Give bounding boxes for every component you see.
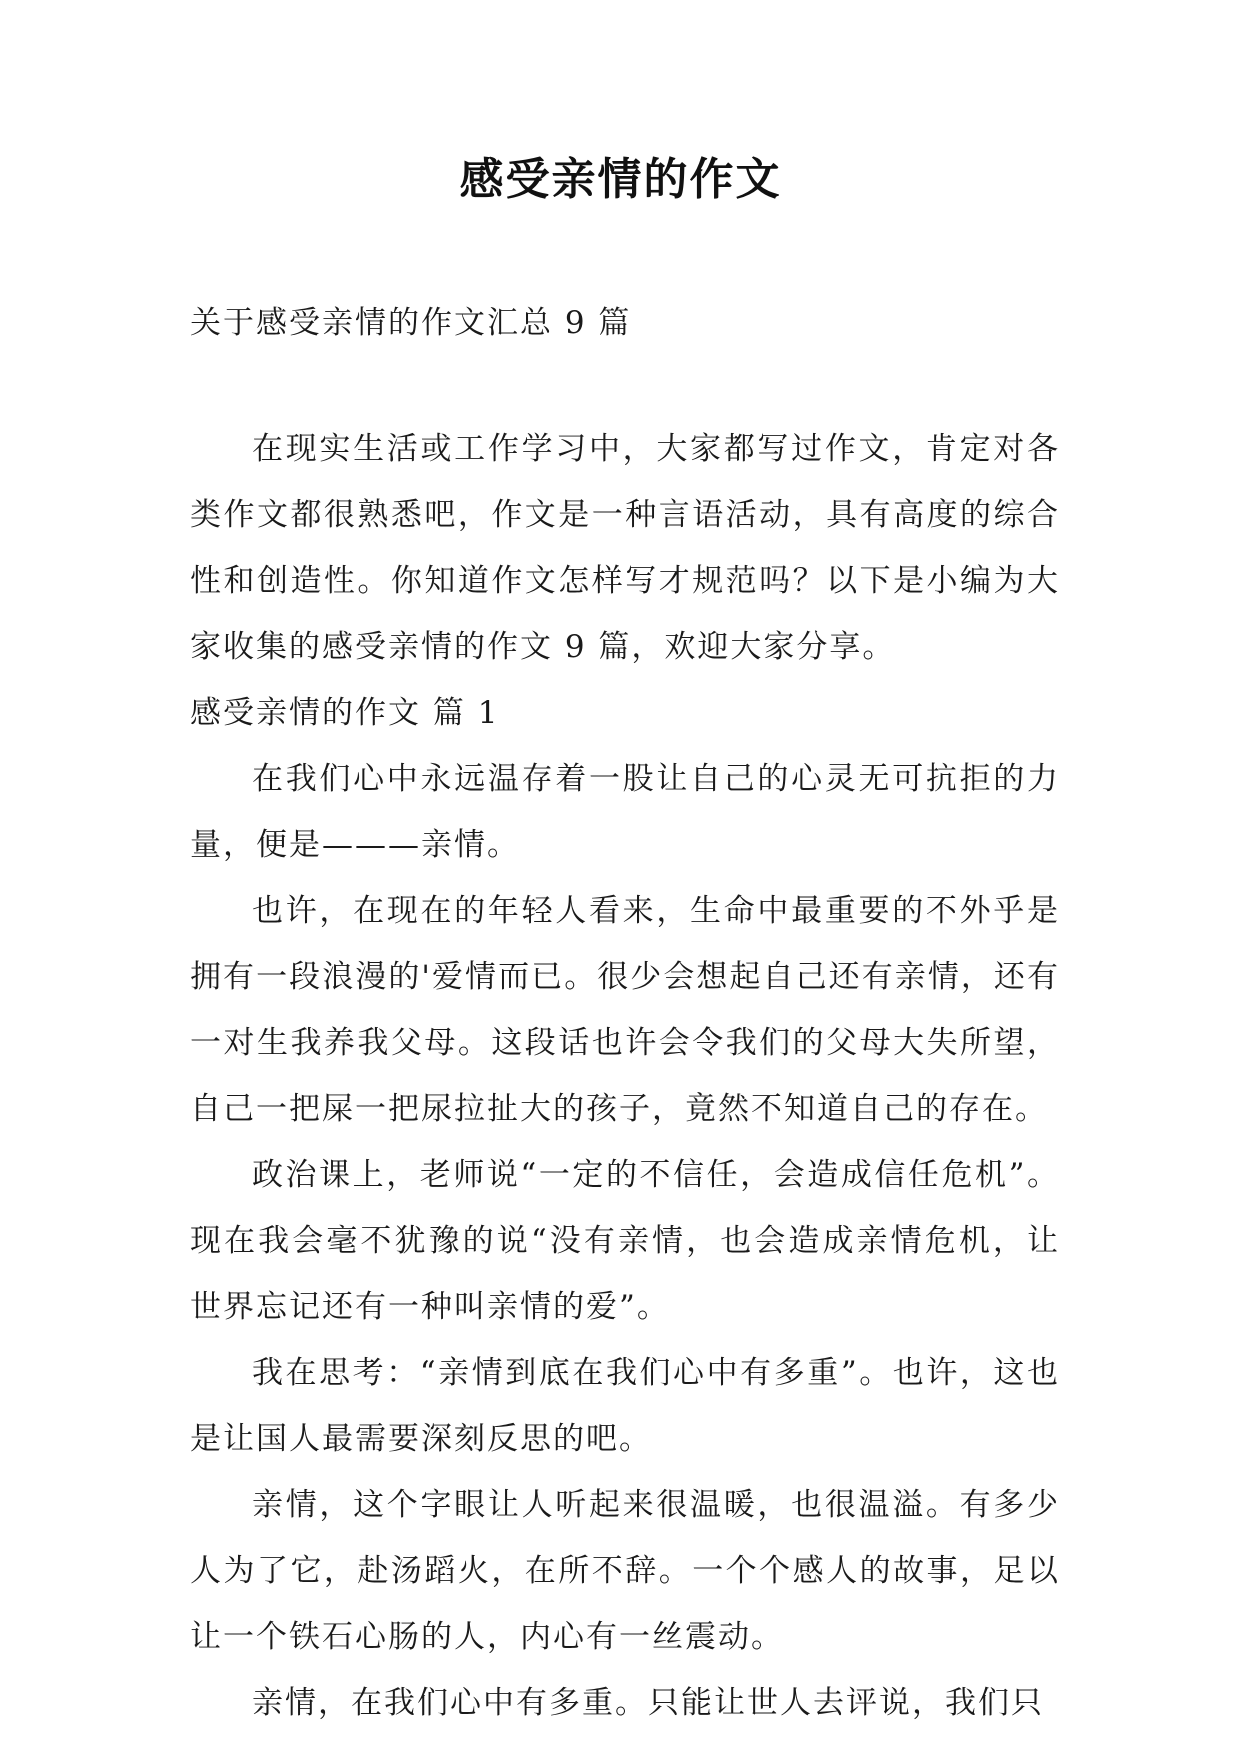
body-paragraph: 亲情，在我们心中有多重。只能让世人去评说，我们只 — [252, 1685, 1044, 1721]
body-paragraph: 亲情，这个字眼让人听起来很温暖，也很温溢。有多少人为了它，赴汤蹈火，在所不辞。一个个感人的故事，足以让一个铁石心肠的人，内心有一丝震动。 — [190, 1487, 1060, 1655]
section-heading: 感受亲情的作文 篇 1 — [190, 695, 500, 731]
intro-paragraph: 在现实生活或工作学习中，大家都写过作文，肯定对各类作文都很熟悉吧，作文是一种言语活动，具有高度的综合性和创造性。你知道作文怎样写才规范吗？以下是小编为大家收集的感受亲情的作文 9 篇，欢迎大家分享。 — [190, 431, 1060, 665]
body-paragraph: 在我们心中永远温存着一股让自己的心灵无可抗拒的力量，便是———亲情。 — [190, 761, 1060, 863]
document-title: 感受亲情的作文 — [459, 154, 782, 205]
document-subtitle: 关于感受亲情的作文汇总 9 篇 — [190, 305, 632, 341]
body-paragraph: 政治课上，老师说“一定的不信任，会造成信任危机”。现在我会毫不犹豫的说“没有亲情，也会造成亲情危机，让世界忘记还有一种叫亲情的爱”。 — [190, 1157, 1060, 1325]
body-paragraph: 我在思考：“亲情到底在我们心中有多重”。也许，这也是让国人最需要深刻反思的吧。 — [190, 1355, 1060, 1457]
body-paragraph: 也许，在现在的年轻人看来，生命中最重要的不外乎是拥有一段浪漫的'爱情而已。很少会想起自己还有亲情，还有一对生我养我父母。这段话也许会令我们的父母大失所望，自己一把屎一把尿拉扯大的孩子，竟然不知道自己的存在。 — [190, 893, 1060, 1127]
document-body — [190, 290, 1060, 1736]
